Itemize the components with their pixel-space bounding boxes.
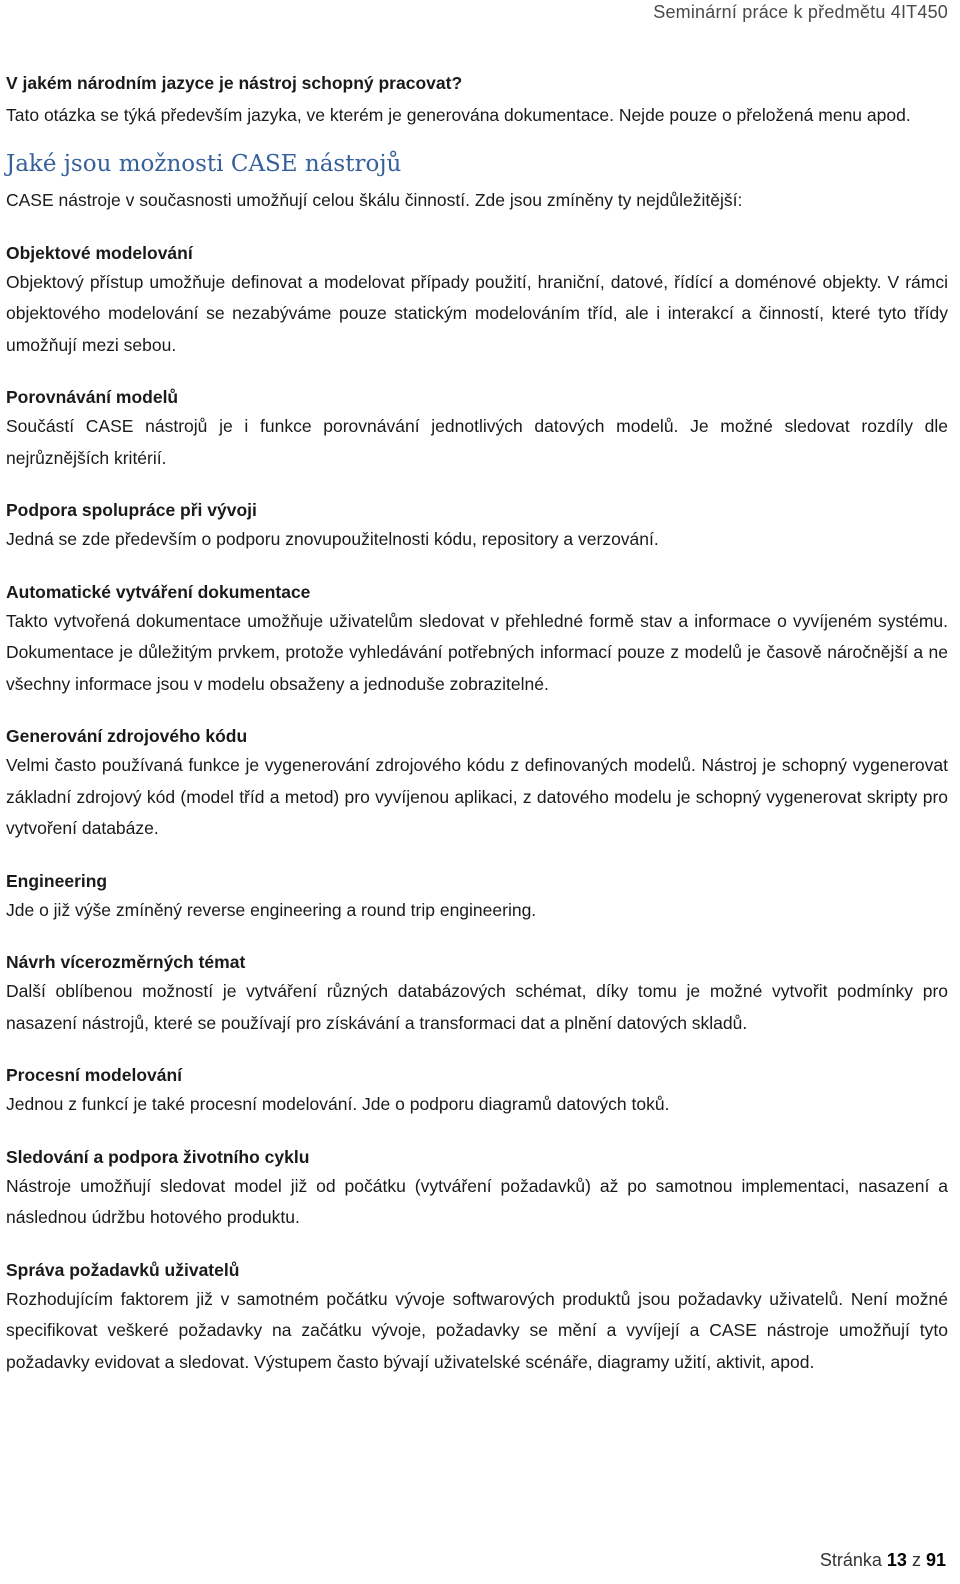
section-title: Podpora spolupráce při vývoji	[6, 500, 257, 520]
page-total: 91	[925, 1550, 946, 1570]
page-number: 13	[886, 1550, 907, 1570]
question-text: Tato otázka se týká především jazyka, ve kterém je generována dokumentace. Nejde pouze o přeložená menu apod.	[6, 104, 911, 125]
question-title: V jakém národním jazyce je nástroj schopný pracovat?	[6, 73, 463, 93]
section-title: Objektové modelování	[6, 242, 193, 263]
section-navrh-temat	[6, 948, 948, 1039]
section-sprava-pozadavku	[6, 1256, 948, 1379]
section-text: Jde o již výše zmíněný reverse engineering a round trip engineering.	[6, 899, 537, 920]
section-title: Sledování a podpora životního cyklu	[6, 1146, 310, 1167]
page-footer	[820, 1550, 946, 1571]
section-text: Velmi často používaná funkce je vygenerování zdrojového kódu z definovaných modelů. Nástroj je schopný vygenerovat základní zdrojový kód (model tříd a metod) pro vyvíjenou aplikaci, z datového modelu je schopný vygenerovat skripty pro vytvoření databáze.	[6, 755, 948, 838]
section-title: Procesní modelování	[6, 1065, 183, 1085]
section-porovnavani-modelu	[6, 383, 948, 474]
section-text: Rozhodujícím faktorem již v samotném počátku vývoje softwarových produktů jsou požadavky uživatelů. Není možné specifikovat veškeré požadavky na začátku vývoje, požadavky se mění a vyvíjejí a CASE nástroje umožňují tyto požadavky evidovat a sledovat. Výstupem často bývají uživatelské scénáře, diagramy užití, aktivit, apod.	[6, 1288, 948, 1372]
section-title: Automatické vytváření dokumentace	[6, 581, 311, 602]
section-text: Nástroje umožňují sledovat model již od počátku (vytváření požadavků) až po samotnou implementaci, nasazení a následnou údržbu hotového produktu.	[6, 1175, 948, 1227]
section-podpora-spoluprace	[6, 496, 948, 556]
section-title: Návrh vícerozměrných témat	[6, 952, 246, 972]
section-text: Jednou z funkcí je také procesní modelování. Jde o podporu diagramů datových toků.	[6, 1094, 670, 1114]
chapter-heading: Jaké jsou možnosti CASE nástrojů	[6, 151, 402, 177]
section-generovani-kodu	[6, 722, 948, 845]
section-zivotni-cyklus	[6, 1143, 948, 1234]
page-content	[6, 68, 948, 1378]
section-title: Generování zdrojového kódu	[6, 726, 248, 746]
section-title: Engineering	[6, 870, 108, 891]
section-engineering	[6, 867, 948, 927]
section-text: Součástí CASE nástrojů je i funkce porovnávání jednotlivých datových modelů. Je možné sledovat rozdíly dle nejrůznějších kritérií.	[6, 416, 948, 468]
section-text: Jedná se zde především o podporu znovupoužitelnosti kódu, repository a verzování.	[6, 529, 659, 549]
section-text: Objektový přístup umožňuje definovat a modelovat případy použití, hraniční, datové, řídící a doménové objekty. V rámci objektového modelování se nezabýváme pouze statickým modelováním tříd, ale i interakcí a činností, které tyto třídy umožňují mezi sebou.	[6, 271, 948, 355]
section-objektove-modelovani	[6, 239, 948, 362]
page-header: Seminární práce k předmětu 4IT450	[653, 2, 948, 22]
section-title: Správa požadavků uživatelů	[6, 1259, 240, 1280]
footer-separator: z	[911, 1550, 921, 1570]
section-automaticke-vytvareni-dokumentace	[6, 578, 948, 701]
chapter-intro: CASE nástroje v současnosti umožňují celou škálu činností. Zde jsou zmíněny ty nejdůležitější:	[6, 190, 743, 210]
section-procesni-modelovani	[6, 1061, 948, 1121]
section-text: Takto vytvořená dokumentace umožňuje uživatelům sledovat v přehledné formě stav a informace o vyvíjeném systému. Dokumentace je důležitým prvkem, protože vyhledávání potřebných informací pouze z modelů je časově náročnější a ne všechny informace jsou v modelu obsaženy a jednoduše zobrazitelné.	[6, 610, 948, 694]
section-text: Další oblíbenou možností je vytváření různých databázových schémat, díky tomu je možné vytvořit podmínky pro nasazení nástrojů, které se používají pro získávání a transformaci dat a plnění datových skladů.	[6, 981, 948, 1033]
section-title: Porovnávání modelů	[6, 387, 179, 407]
footer-prefix: Stránka	[819, 1550, 882, 1570]
